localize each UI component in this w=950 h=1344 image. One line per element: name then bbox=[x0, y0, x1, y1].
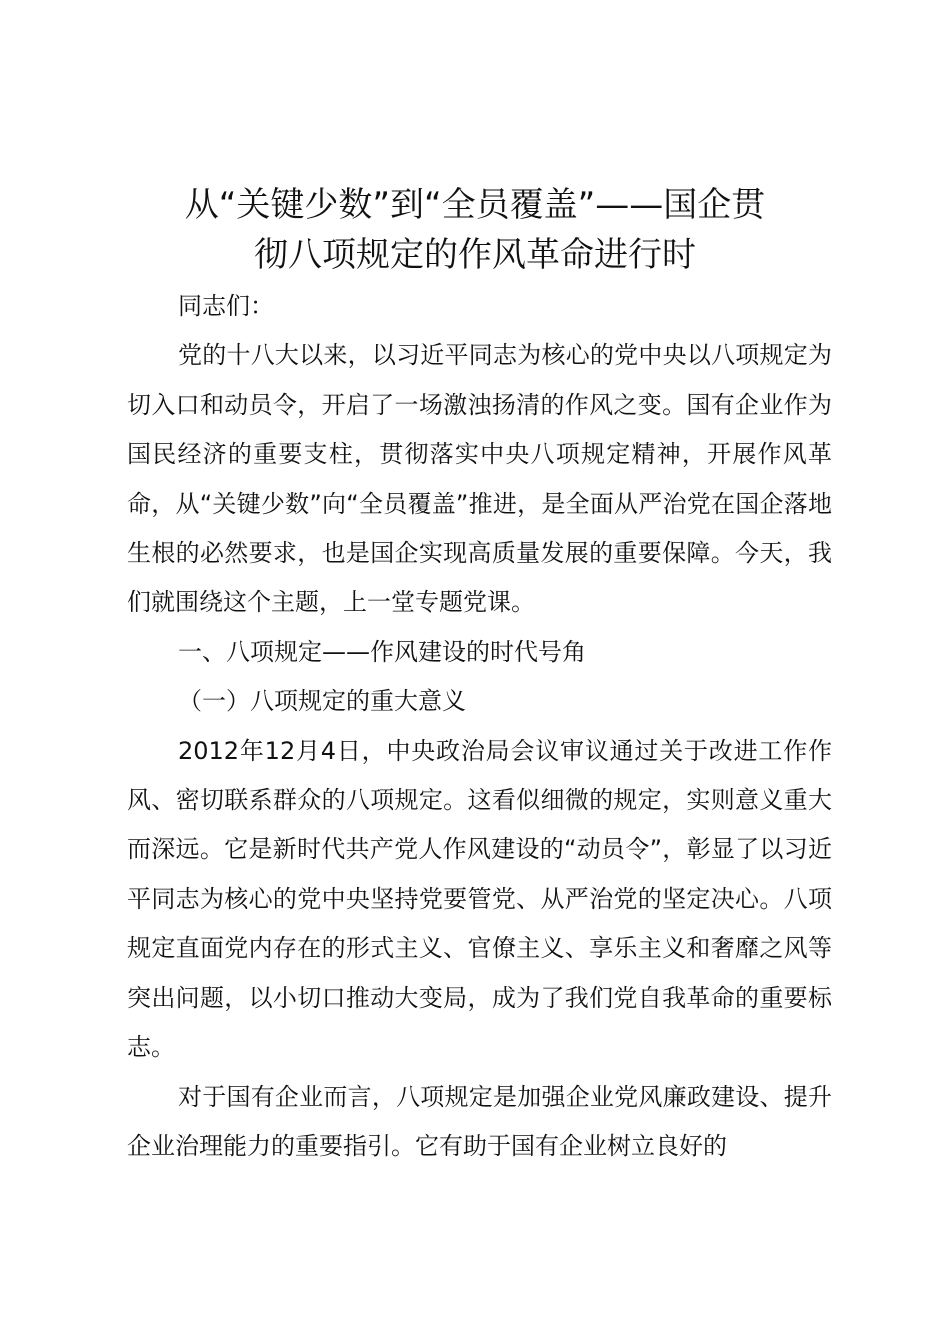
salutation: 同志们： bbox=[178, 292, 274, 320]
document-body bbox=[127, 282, 832, 1171]
title-line-1: 从“关键少数”到“全员覆盖”——国企贯 bbox=[184, 185, 766, 225]
section-heading: 一、八项规定——作风建设的时代号角 bbox=[178, 637, 586, 666]
body-paragraph: 对于国有企业而言，八项规定是加强企业党风廉政建设、提升企业治理能力的重要指引。它有助于国有企业树立良好的 bbox=[127, 1082, 832, 1160]
title-line-2: 彻八项规定的作风革命进行时 bbox=[254, 235, 696, 275]
subsection-heading: （一）八项规定的重大意义 bbox=[178, 687, 466, 716]
body-paragraph: 党的十八大以来，以习近平同志为核心的党中央以八项规定为切入口和动员令，开启了一场激浊扬清的作风之变。国有企业作为国民经济的重要支柱，贯彻落实中央八项规定精神，开展作风革命，从“关键少数”向“全员覆盖”推进，是全面从严治党在国企落地生根的必然要求，也是国企实现高质量发展的重要保障。今天，我们就围绕这个主题，上一堂专题党课。 bbox=[127, 341, 832, 617]
document-title bbox=[120, 180, 830, 280]
body-paragraph: 2012年12月4日，中央政治局会议审议通过关于改进工作作风、密切联系群众的八项规定。这看似细微的规定，实则意义重大而深远。它是新时代共产党人作风建设的“动员令”，彰显了以习近平同志为核心的党中央坚持党要管党、从严治党的坚定决心。八项规定直面党内存在的形式主义、官僚主义、享乐主义和奢靡之风等突出问题，以小切口推动大变局，成为了我们党自我革命的重要标志。 bbox=[127, 736, 832, 1062]
